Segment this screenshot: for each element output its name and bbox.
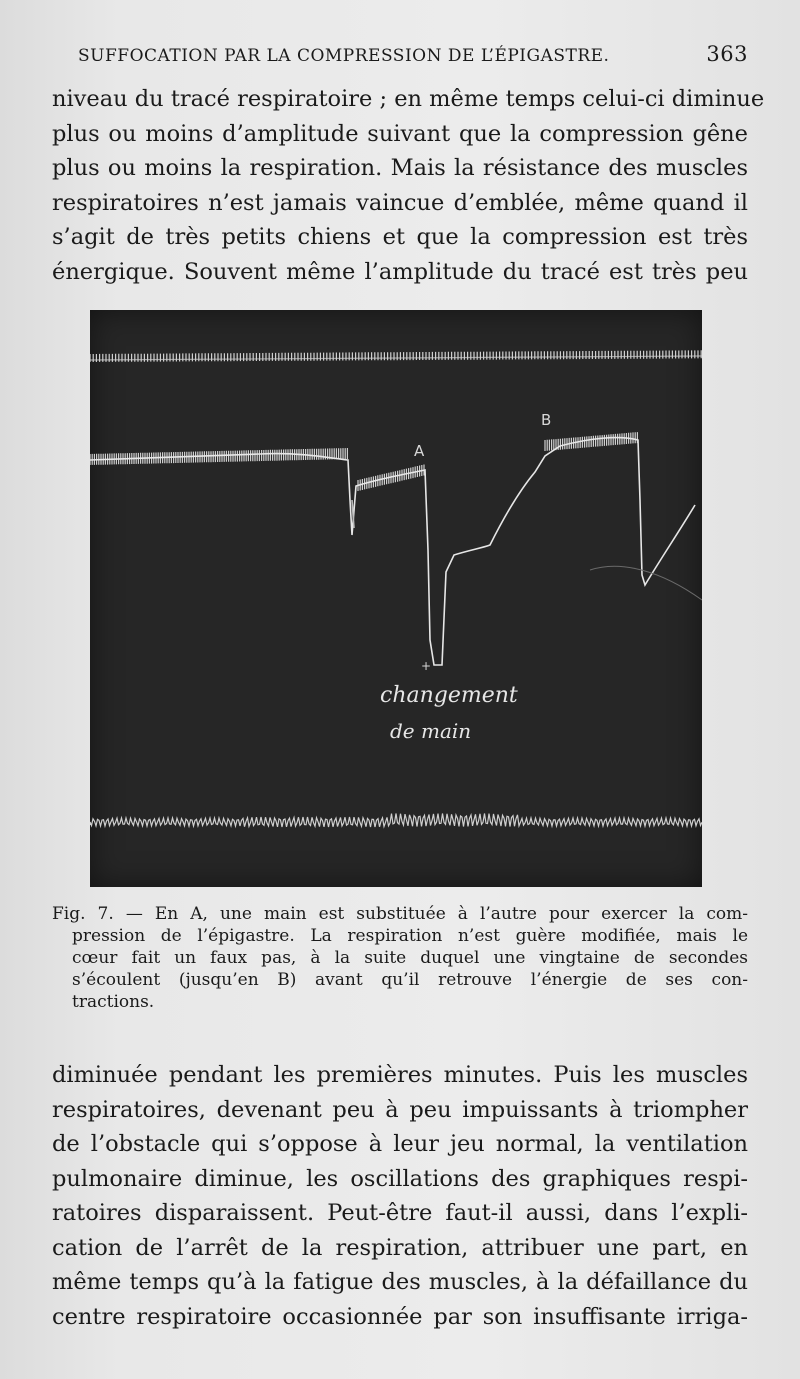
text-line: même temps qu’à la fatigue des muscles, à la défaillance du: [52, 1269, 748, 1295]
figure-caption: [52, 903, 748, 1013]
bottom-paragraph: [52, 1058, 748, 1334]
pulse-trace: [90, 814, 702, 828]
handwritten-annotation-line2: de main: [390, 719, 472, 743]
respiratory-trace: [90, 432, 702, 665]
text-line: ratoires disparaissent. Peut-être faut-il aussi, dans l’expli-: [52, 1200, 748, 1226]
time-marker-trace: [90, 350, 702, 362]
kymograph-tracing: [90, 310, 702, 887]
running-head: [78, 42, 748, 66]
text-line: cation de l’arrêt de la respiration, attribuer une part, en: [52, 1234, 748, 1261]
handwritten-annotation-line1: changement: [380, 683, 518, 708]
caption-line: pression de l’épigastre. La respiration n’est guère modifiée, mais le: [72, 926, 748, 946]
caption-line: tractions.: [72, 992, 155, 1012]
kymograph-figure: [90, 310, 702, 887]
text-line: énergique. Souvent même l’amplitude du tracé est très peu: [52, 258, 748, 285]
page-number: 363: [706, 42, 748, 66]
caption-line: cœur fait un faux pas, à la suite duquel une vingtaine de secondes: [72, 948, 748, 968]
text-line: s’agit de très petits chiens et que la compression est très: [52, 224, 748, 250]
top-paragraph: [52, 82, 765, 289]
text-line: pulmonaire diminue, les oscillations des graphiques respi-: [52, 1165, 748, 1192]
caption-line: Fig. 7. — En A, une main est substituée à l’autre pour exercer la com-: [52, 904, 748, 924]
caption-line: s’écoulent (jusqu’en B) avant qu’il retrouve l’énergie de ses con-: [72, 970, 748, 990]
running-head-title: SUFFOCATION PAR LA COMPRESSION DE L’ÉPIGASTRE.: [78, 46, 610, 66]
text-line: plus ou moins d’amplitude suivant que la compression gêne: [52, 120, 748, 147]
text-line: diminuée pendant les premières minutes. Puis les muscles: [52, 1062, 748, 1088]
text-line: centre respiratoire occasionnée par son insuffisante irriga-: [52, 1303, 748, 1330]
figure-label-b: B: [541, 411, 552, 429]
text-line: plus ou moins la respiration. Mais la résistance des muscles: [52, 155, 748, 181]
figure-label-a: A: [414, 442, 425, 460]
text-line: respiratoires, devenant peu à peu impuissants à triompher: [52, 1096, 748, 1123]
text-line: de l’obstacle qui s’oppose à leur jeu normal, la ventilation: [52, 1131, 748, 1157]
plus-mark: +: [421, 659, 432, 673]
text-line: niveau du tracé respiratoire ; en même temps celui-ci diminue: [52, 86, 765, 112]
text-line: respiratoires n’est jamais vaincue d’emblée, même quand il: [52, 189, 748, 216]
